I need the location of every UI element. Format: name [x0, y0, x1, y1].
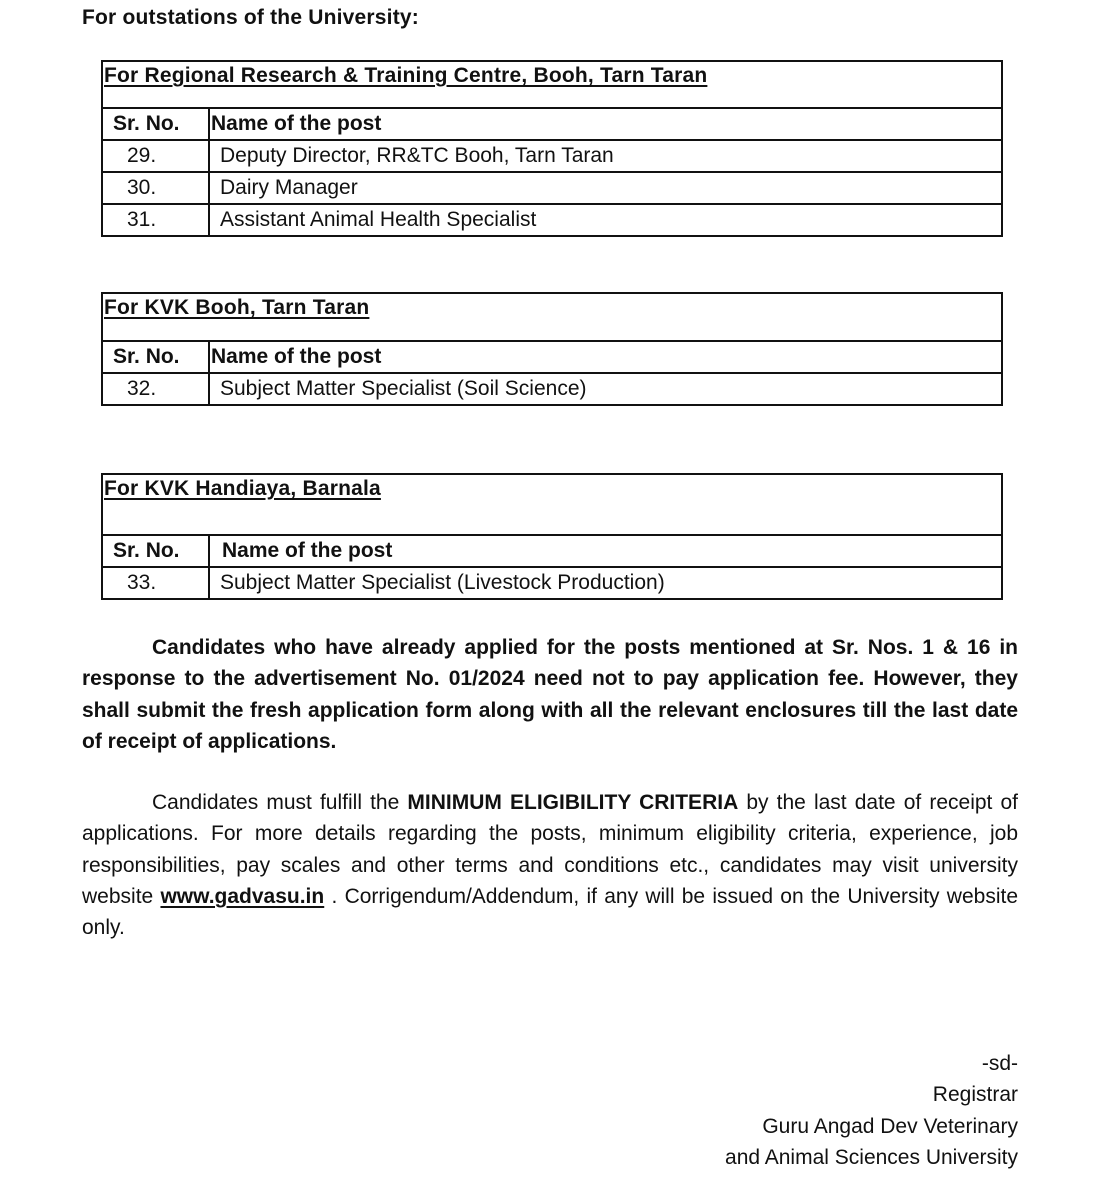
table-row — [102, 373, 1002, 405]
post-name-cell: Dairy Manager — [209, 172, 1002, 204]
organization-name-line-1: Guru Angad Dev Veterinary — [762, 1114, 1018, 1138]
table-title-row — [102, 61, 1002, 108]
sr-no-cell: 30. — [102, 172, 209, 204]
column-header-sr-no: Sr. No. — [102, 108, 209, 140]
eligibility-emphasis: MINIMUM ELIGIBILITY CRITERIA — [407, 791, 739, 814]
column-header-post-name: Name of the post — [209, 341, 1002, 373]
eligibility-text: Candidates must fulfill the — [152, 791, 408, 814]
page-heading: For outstations of the University: — [82, 6, 419, 29]
table-header-row — [102, 341, 1002, 373]
sr-no-cell: 31. — [102, 204, 209, 236]
fee-exemption-text: Candidates who have already applied for the posts mentioned at Sr. Nos. 1 & 16 in response to the advertisement No. 01/2024 need not to pay application fee. However, they shall submit the fresh application form along with all the relevant enclosures till the last date of receipt of applications. — [82, 636, 1018, 753]
eligibility-text: . Corrigendum/Addendum, if any will be issued on the University website only. — [82, 884, 1018, 940]
table-title-row — [102, 474, 1002, 535]
posts-table-rrtc-booh — [101, 60, 1003, 237]
table-title: For Regional Research & Training Centre, Booh, Tarn Taran — [104, 64, 708, 87]
post-name-cell: Deputy Director, RR&TC Booh, Tarn Taran — [209, 140, 1002, 172]
signatory-designation: Registrar — [932, 1083, 1018, 1107]
table-title: For KVK Booh, Tarn Taran — [104, 296, 370, 319]
sr-no-cell: 32. — [102, 373, 209, 405]
eligibility-paragraph — [82, 787, 1018, 943]
table-row — [102, 172, 1002, 204]
posts-table-kvk-handiaya — [101, 473, 1003, 600]
sr-no-cell: 29. — [102, 140, 209, 172]
signature-mark: -sd- — [981, 1052, 1018, 1075]
post-name-cell: Subject Matter Specialist (Livestock Production) — [209, 567, 1002, 599]
university-website-link[interactable]: www.gadvasu.in — [160, 884, 325, 908]
sr-no-cell: 33. — [102, 567, 209, 599]
posts-table-kvk-booh — [101, 292, 1003, 406]
column-header-post-name: Name of the post — [209, 108, 1002, 140]
post-name-cell: Subject Matter Specialist (Soil Science) — [209, 373, 1002, 405]
table-header-row — [102, 108, 1002, 140]
table-header-row — [102, 535, 1002, 567]
table-row — [102, 140, 1002, 172]
fee-exemption-paragraph — [82, 632, 1018, 757]
table-title: For KVK Handiaya, Barnala — [104, 477, 381, 500]
signature-block — [725, 1048, 1018, 1173]
column-header-sr-no: Sr. No. — [102, 535, 209, 567]
eligibility-text: by the last date of receipt of applications. For more details regarding the posts, minimum eligibility criteria, experience, job responsibilities, pay scales and other terms and conditions etc., candidates may visit university website — [82, 791, 1018, 908]
table-title-row — [102, 293, 1002, 341]
post-name-cell: Assistant Animal Health Specialist — [209, 204, 1002, 236]
table-row — [102, 204, 1002, 236]
table-row — [102, 567, 1002, 599]
organization-name-line-2: and Animal Sciences University — [725, 1145, 1018, 1169]
column-header-post-name: Name of the post — [209, 535, 1002, 567]
column-header-sr-no: Sr. No. — [102, 341, 209, 373]
